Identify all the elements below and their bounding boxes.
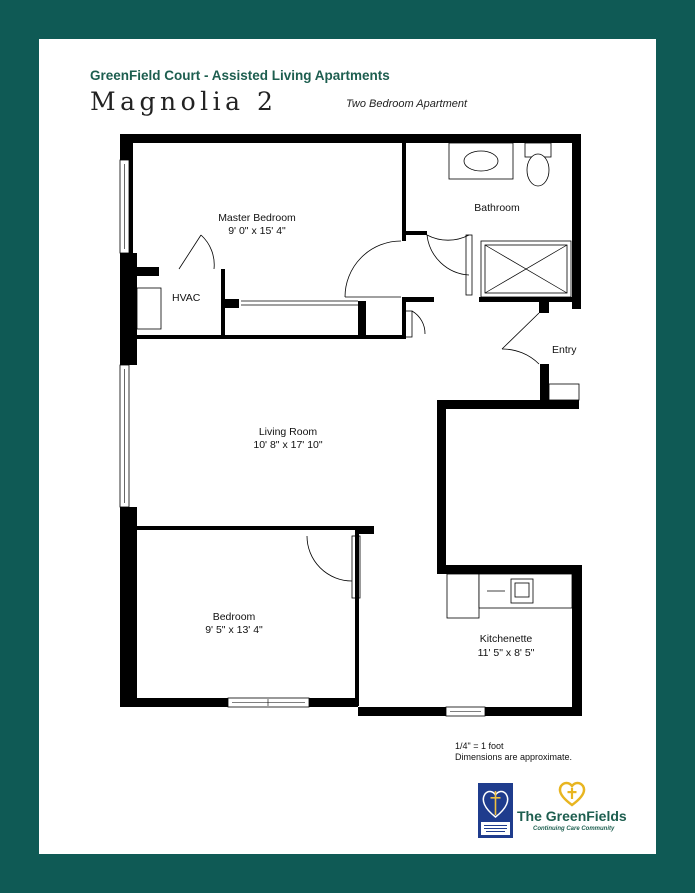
wall-closet-mid [358, 301, 366, 339]
living-room-dimensions: 10' 8" x 17' 10" [253, 439, 323, 451]
wall-closet-jamb [221, 299, 239, 308]
wall-right-upper [572, 134, 581, 309]
bathroom-name: Bathroom [474, 202, 520, 214]
apartment-type: Two Bedroom Apartment [346, 98, 468, 110]
wall-entry-stub [540, 364, 549, 406]
greenfields-name: The GreenFields [517, 808, 627, 824]
wall-master-bath-upper [402, 143, 406, 241]
wall-bedroom-jamb [358, 526, 374, 534]
community-title: GreenField Court - Assisted Living Apartments [90, 68, 390, 83]
wall-kitchen-north [437, 565, 582, 574]
living-room-name: Living Room [258, 426, 318, 438]
greenfields-tagline: Continuing Care Community [533, 826, 615, 832]
wall-bath-bottom-left [406, 297, 434, 302]
kitchenette-dimensions: 11' 5" x 8' 5" [477, 647, 535, 659]
door-closet-right-swing [412, 311, 425, 334]
door-hvac-swing [201, 235, 214, 269]
wall-bath-bottom-right [479, 297, 581, 302]
bath-sink [464, 151, 498, 171]
master-bedroom-dimensions: 9' 0" x 15' 4" [228, 225, 286, 237]
hvac-unit [137, 288, 161, 329]
bedroom-dimensions: 9' 5" x 13' 4" [205, 624, 263, 636]
wall-kitchen-west [437, 400, 446, 574]
door-bath-swing-a [427, 235, 469, 240]
wall-bedroom-right [355, 526, 359, 706]
wall-top [120, 134, 581, 143]
wall-bath-corner [539, 297, 549, 313]
toilet-bowl [527, 154, 549, 186]
wall-bedroom-top [129, 526, 359, 530]
wall-hvac-jamb [137, 267, 159, 276]
greenfields-logo [513, 781, 663, 837]
greenfields-heart-icon [557, 781, 587, 807]
wall-left-bedroom [120, 507, 137, 707]
model-name: Magnolia 2 [90, 87, 278, 116]
wall-bottom-mid [309, 698, 358, 707]
wall-left-top-stub [120, 134, 129, 160]
entry-label: Entry [552, 344, 577, 356]
nlhs-heart-cross-icon [478, 783, 513, 838]
wall-bath-stub [402, 231, 427, 235]
floor-plan [39, 39, 656, 854]
door-entry-leaf [502, 313, 539, 349]
door-bath-leaf [466, 235, 472, 295]
refrigerator [447, 574, 479, 618]
niagara-lutheran-logo [478, 783, 513, 838]
door-entry-swing [502, 349, 539, 364]
wall-left-hvac [120, 253, 137, 365]
window-entry [549, 384, 579, 400]
hvac-label: HVAC [172, 292, 201, 304]
wall-right-kitchen [572, 565, 582, 716]
door-bath-swing-b [427, 235, 469, 275]
kitchen-sink-basin [515, 583, 529, 597]
kitchenette-name: Kitchenette [479, 633, 533, 645]
door-bedroom-swing [307, 536, 352, 581]
floor-plan-sheet [39, 39, 656, 854]
wall-master-left-inner [129, 143, 133, 263]
door-hvac-leaf [179, 235, 201, 269]
wall-bottom-kitchen-right [485, 707, 582, 716]
scale-text: 1/4" = 1 foot [455, 741, 504, 751]
bedroom-name: Bedroom [212, 611, 256, 623]
disclaimer-text: Dimensions are approximate. [455, 752, 573, 762]
scale-note [455, 741, 572, 763]
wall-bottom-left [120, 698, 228, 707]
wall-bottom-kitchen-left [358, 707, 446, 716]
wall-entry-lower [437, 400, 579, 409]
door-master-swing [345, 241, 401, 297]
master-bedroom-name: Master Bedroom [218, 212, 296, 224]
